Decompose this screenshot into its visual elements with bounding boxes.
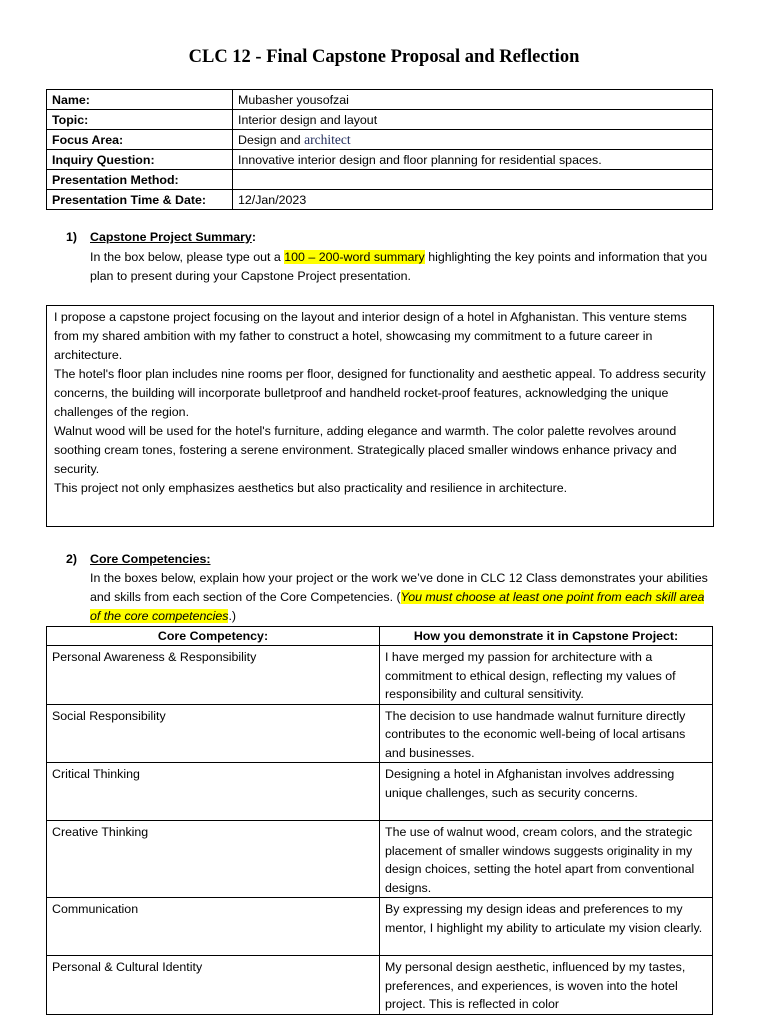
info-label: Presentation Time & Date: xyxy=(47,190,233,210)
table-row xyxy=(47,898,713,956)
info-table xyxy=(46,89,713,210)
demonstration-cell[interactable]: I have merged my passion for architecture with a commitment to ethical design, reflecting my values of responsibility and cultural sensitivity. xyxy=(380,646,713,705)
section1-intro xyxy=(90,248,715,286)
intro-text: .) xyxy=(228,609,237,623)
competency-header-row xyxy=(47,627,713,646)
table-row xyxy=(47,763,713,821)
section1-colon: : xyxy=(251,230,256,244)
demonstration-cell[interactable]: Designing a hotel in Afghanistan involves addressing unique challenges, such as security concerns. xyxy=(380,763,713,821)
focus-area-prefix: Design and xyxy=(238,132,305,147)
info-label: Presentation Method: xyxy=(47,170,233,190)
competency-cell: Social Responsibility xyxy=(47,704,380,763)
demonstration-cell[interactable]: The decision to use handmade walnut furniture directly contributes to the economic well-being of local artisans and businesses. xyxy=(380,704,713,763)
table-row xyxy=(47,956,713,1015)
info-value xyxy=(233,130,713,150)
info-value: 12/Jan/2023 xyxy=(233,190,713,210)
competency-cell: Critical Thinking xyxy=(47,763,380,821)
section2-intro xyxy=(90,569,715,626)
section2-number: 2) xyxy=(66,552,78,566)
competency-table xyxy=(46,626,713,1015)
intro-text: In the box below, please type out a xyxy=(90,250,285,264)
table-row xyxy=(47,821,713,898)
competency-cell: Communication xyxy=(47,898,380,956)
demonstration-cell[interactable]: My personal design aesthetic, influenced by my tastes, preferences, and experiences, is woven into the hotel project. This is reflected in color xyxy=(380,956,713,1015)
table-row xyxy=(47,704,713,763)
info-value: Interior design and layout xyxy=(233,110,713,130)
info-value: Innovative interior design and floor planning for residential spaces. xyxy=(233,150,713,170)
section2-title: Core Competencies: xyxy=(90,552,211,566)
competency-cell: Creative Thinking xyxy=(47,821,380,898)
highlight-word-count: 100 – 200-word summary xyxy=(284,250,425,264)
demonstration-cell[interactable]: By expressing my design ideas and preferences to my mentor, I highlight my ability to articulate my vision clearly. xyxy=(380,898,713,956)
info-row xyxy=(47,190,713,210)
focus-area-suffix: architect xyxy=(304,131,351,147)
competency-cell: Personal Awareness & Responsibility xyxy=(47,646,380,705)
section1-title: Capstone Project Summary xyxy=(90,230,252,244)
intro-text: highlighting the key points and information that you plan to present during your Capstone Project presentation. xyxy=(90,250,708,283)
summary-paragraph: The hotel's floor plan includes nine rooms per floor, designed for functionality and aesthetic appeal. To address security concerns, the building will incorporate bulletproof and handheld rocket-proof features, acknowledging the unique challenges of the region. xyxy=(54,367,706,419)
section1-number: 1) xyxy=(66,230,78,244)
info-label: Inquiry Question: xyxy=(47,150,233,170)
info-row xyxy=(47,170,713,190)
demonstration-cell[interactable]: The use of walnut wood, cream colors, and the strategic placement of smaller windows suggests originality in my design choices, setting the hotel apart from conventional designs. xyxy=(380,821,713,898)
info-label: Topic: xyxy=(47,110,233,130)
competency-cell: Personal & Cultural Identity xyxy=(47,956,380,1015)
info-label: Name: xyxy=(47,90,233,110)
info-row xyxy=(47,90,713,110)
summary-box[interactable] xyxy=(46,305,714,527)
page-title: CLC 12 - Final Capstone Proposal and Reflection xyxy=(188,47,580,67)
column-header: How you demonstrate it in Capstone Project: xyxy=(380,627,713,646)
summary-paragraph: This project not only emphasizes aesthetics but also practicality and resilience in architecture. xyxy=(54,481,568,495)
info-value xyxy=(233,170,713,190)
summary-paragraph: I propose a capstone project focusing on the layout and interior design of a hotel in Afghanistan. This venture stems from my shared ambition with my father to construct a hotel, showcasing my commitment to a future career in architecture. xyxy=(54,310,687,362)
table-row xyxy=(47,646,713,705)
info-value: Mubasher yousofzai xyxy=(233,90,713,110)
highlight-requirement: You must choose at least one point from each skill area of the core competencies xyxy=(90,590,705,623)
info-label: Focus Area: xyxy=(47,130,233,150)
intro-text: In the boxes below, explain how your project or the work we’ve done in CLC 12 Class demonstrates your abilities and skills from each section of the Core Competencies. ( xyxy=(90,571,708,604)
column-header: Core Competency: xyxy=(47,627,380,646)
info-row xyxy=(47,130,713,150)
info-row xyxy=(47,150,713,170)
summary-paragraph: Walnut wood will be used for the hotel's furniture, adding elegance and warmth. The color palette revolves around soothing cream tones, fostering a serene environment. Strategically placed smaller windows enhance privacy and security. xyxy=(54,424,677,476)
info-row xyxy=(47,110,713,130)
